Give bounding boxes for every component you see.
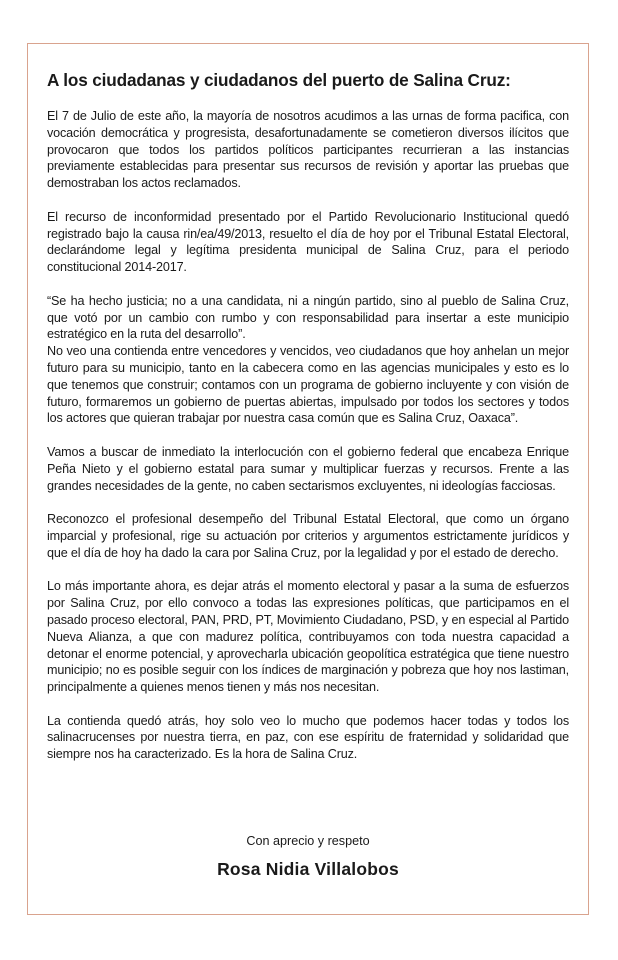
paragraph-conclusion: La contienda quedó atrás, hoy solo veo lo mucho que podemos hacer todas y todos los salinacrucenses por nuestra tierra, en paz, con ese espíritu de fraternidad y solidaridad que siempre nos ha caracterizado. Es la hora de Salina Cruz. — [47, 713, 569, 762]
paragraph-call-to-unity: Lo más importante ahora, es dejar atrás el momento electoral y pasar a la suma de esfuerzos por Salina Cruz, por ello convoco a todas las expresiones políticas, que participamos en el pasado proceso electoral, PAN, PRD, PT, Movimiento Ciudadano, PSD, y en especial al Partido Nueva Alianza, a que con madurez política, contribuyamos con toda nuestra capacidad a detonar el enorme potencial, y aprovecharla ubicación geopolítica estratégica que tiene nuestro municipio; no es posible seguir con los índices de marginación y pobreza que hoy nos lastiman, principalmente a quienes menos tienen y más nos necesitan. — [47, 579, 569, 695]
letter-body — [47, 70, 569, 780]
paragraph-justice-quote: “Se ha hecho justicia; no a una candidata, ni a ningún partido, sino al pueblo de Salina Cruz, que votó por un cambio con rumbo y con responsabilidad para insertar a este municipio estratégico en la ruta del desarrollo”. — [47, 293, 569, 342]
signature-name: Rosa Nidia Villalobos — [217, 859, 399, 879]
paragraph-federal-dialogue: Vamos a buscar de inmediato la interlocución con el gobierno federal que encabeza Enrique Peña Nieto y el gobierno estatal para sumar y multiplicar fuerzas y recursos. Frente a las grandes necesidades de la gente, no caben sectarismos excluyentes, ni ideologías facciosas. — [47, 444, 569, 493]
paragraph-election-day: El 7 de Julio de este año, la mayoría de nosotros acudimos a las urnas de forma pacifica, con vocación democrática y progresista, desafortunadamente se cometieron diversos ilícitos que provocaron que todos los partidos políticos participantes recurrieran a las instancias previamente establecidas para presentar sus recursos de revisión y aportar las pruebas que demostraban los actos reclamados. — [47, 109, 569, 191]
letter-heading: A los ciudadanas y ciudadanos del puerto de Salina Cruz: — [47, 70, 511, 90]
paragraph-tribunal-recognition: Reconozco el profesional desempeño del Tribunal Estatal Electoral, que como un órgano imparcial y profesional, rige su actuación por criterios y argumentos estrictamente jurídicos y que el día de hoy ha dado la cara por Salina Cruz, por la legalidad y por el estado de derecho. — [47, 512, 569, 560]
paragraph-no-winners-losers: No veo una contienda entre vencedores y vencidos, veo ciudadanos que hoy anhelan un mejor futuro para su municipio, tanto en la cabecera como en las agencias municipales y esto es lo que tenemos que construir; contamos con un programa de gobierno incluyente y con visión de futuro, formaremos un gobierno de puertas abiertas, impulsado por todos los sectores y todos los actores que quieran trabajar por nuestra casa común que es Salina Cruz, Oaxaca”. — [47, 344, 569, 426]
paragraph-appeal-resolution: El recurso de inconformidad presentado por el Partido Revolucionario Institucional quedó registrado bajo la causa rin/ea/49/2013, resuelto el día de hoy por el Tribunal Estatal Electoral, declarándome legal y legítima presidenta municipal de Salina Cruz, para el periodo constitucional 2014-2017. — [47, 209, 569, 275]
closing-salutation: Con aprecio y respeto — [246, 834, 370, 848]
letter-closing — [27, 832, 589, 880]
